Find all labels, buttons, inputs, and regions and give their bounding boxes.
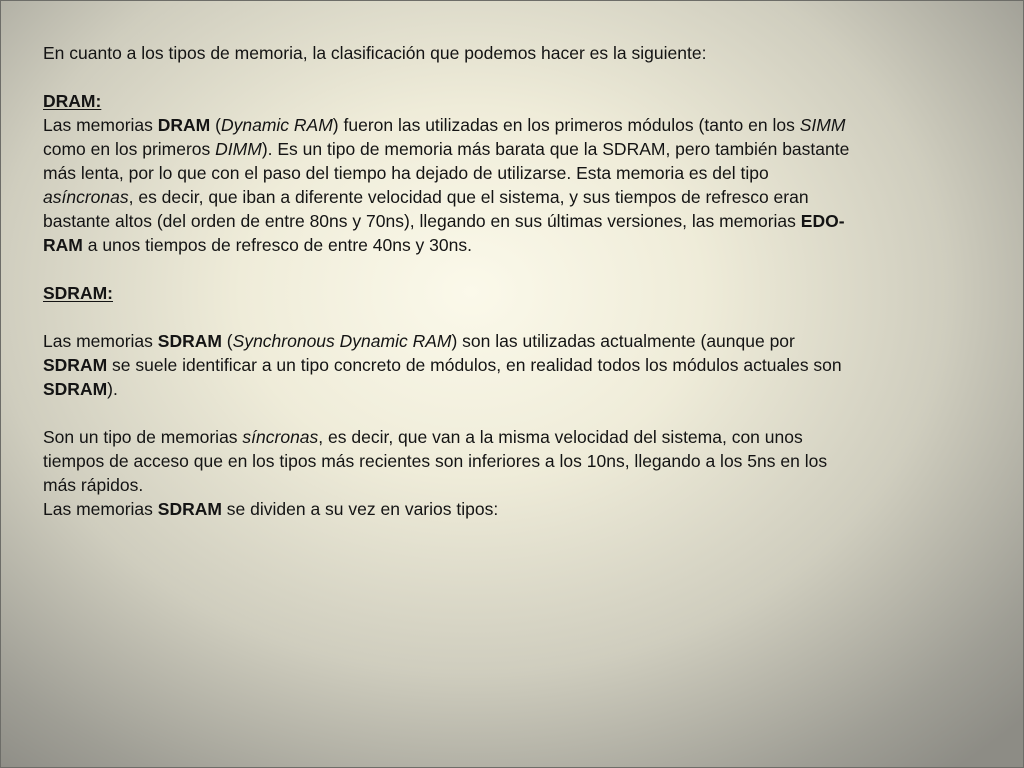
text-run: , es decir, que van a la misma velocidad del sistema, con unos [318,427,803,447]
bold-term: DRAM [157,115,211,135]
bold-term: SDRAM [43,379,108,399]
bold-term: SDRAM [43,355,108,375]
text-run: ) son las utilizadas actualmente (aunque por [451,331,795,351]
slide-text-body [43,41,973,521]
italic-term: SIMM [799,115,846,135]
bold-term: SDRAM [157,331,222,351]
text-run: ( [210,115,221,135]
text-run: ) fueron las utilizadas en los primeros módulos (tanto en los [332,115,800,135]
text-run: ( [221,331,233,351]
spacer [43,401,973,425]
spacer [43,257,973,281]
sdram-line-1 [43,329,973,353]
dram-line-6 [43,233,973,257]
dram-line-3: más lenta, por lo que con el paso del tiempo ha dejado de utilizarse. Esta memoria es del tipo [43,163,769,183]
text-run: se dividen a su vez en varios tipos: [221,499,499,519]
sdram-line-4 [43,425,973,449]
text-run: bastante altos (del orden de entre 80ns y 70ns), llegando en sus últimas versiones, las memorias [43,211,801,231]
sdram-line-7 [43,497,973,521]
dram-heading: DRAM: [43,91,102,111]
dram-line-2 [43,137,973,161]
dram-line-1 [43,113,973,137]
text-run: Son un tipo de memorias [43,427,243,447]
dram-line-5 [43,209,973,233]
italic-term: DIMM [215,139,262,159]
italic-term: Synchronous Dynamic RAM [232,331,452,351]
text-run: ). [107,379,118,399]
sdram-line-6: más rápidos. [43,475,144,495]
text-run: a unos tiempos de refresco de entre 40ns y 30ns. [82,235,472,255]
text-run: como en los primeros [43,139,216,159]
sdram-heading: SDRAM: [43,283,113,303]
italic-term: asíncronas [43,187,129,207]
bold-term: EDO- [800,211,845,231]
text-run: , es decir, que iban a diferente velocidad que el sistema, y sus tiempos de refresco eran [128,187,809,207]
sdram-line-5: tiempos de acceso que en los tipos más recientes son inferiores a los 10ns, llegando a los 5ns en los [43,451,828,471]
italic-term: Dynamic RAM [220,115,333,135]
intro-line: En cuanto a los tipos de memoria, la clasificación que podemos hacer es la siguiente: [43,43,707,63]
text-run: Las memorias [43,115,158,135]
text-run: se suele identificar a un tipo concreto de módulos, en realidad todos los módulos actuales son [107,355,842,375]
text-run: ). Es un tipo de memoria más barata que la SDRAM, pero también bastante [261,139,850,159]
dram-line-4 [43,185,973,209]
spacer [43,65,973,89]
sdram-line-3 [43,377,973,401]
text-run: Las memorias [43,499,158,519]
text-run: Las memorias [43,331,158,351]
spacer [43,305,973,329]
bold-term: SDRAM [157,499,222,519]
italic-term: síncronas [242,427,319,447]
bold-term: RAM [43,235,83,255]
sdram-line-2 [43,353,973,377]
